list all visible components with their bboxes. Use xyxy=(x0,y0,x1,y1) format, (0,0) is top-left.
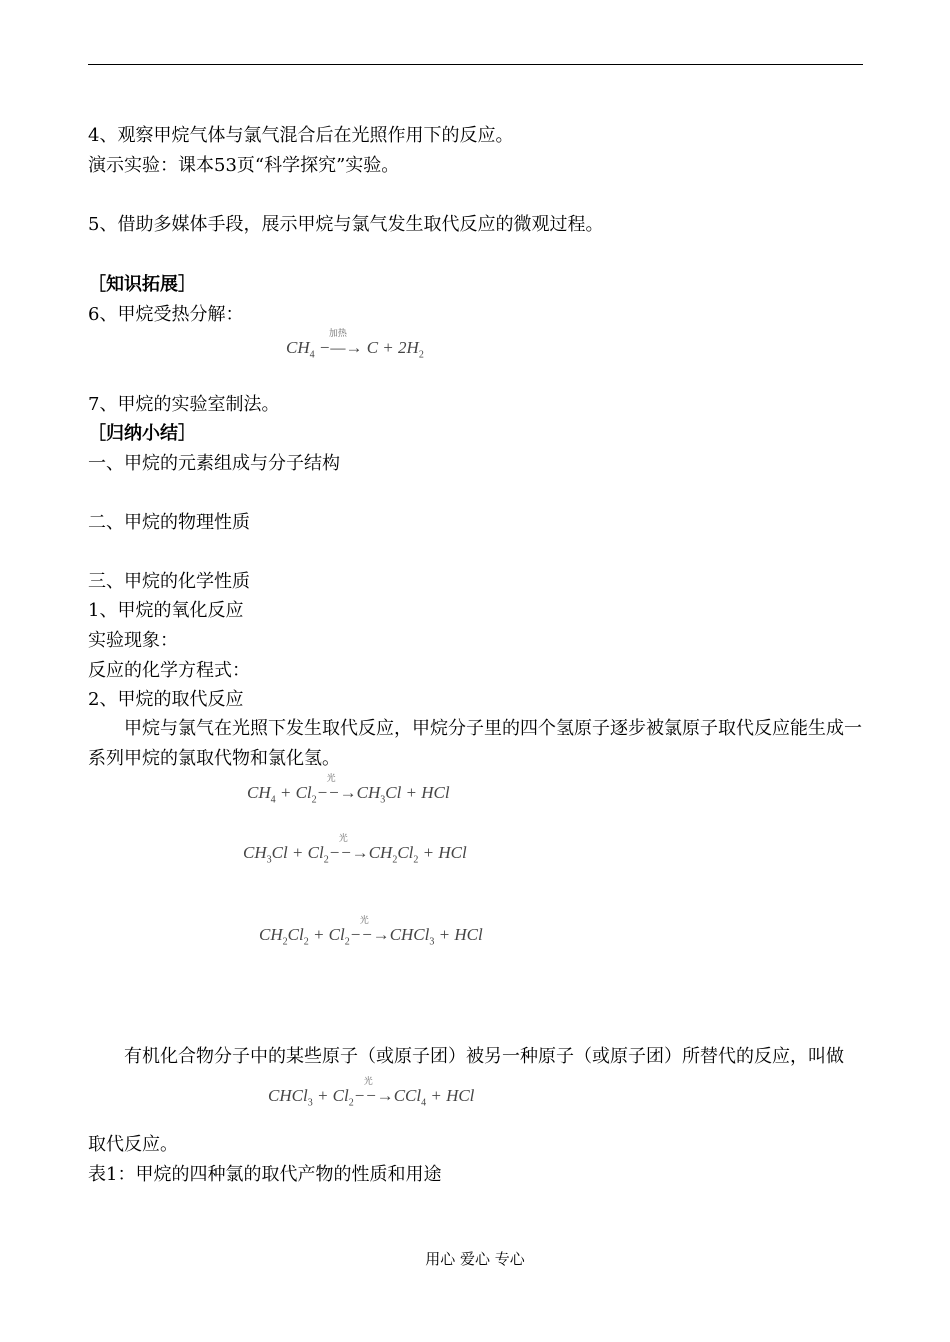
substitution-equation-2: $CH_3Cl + Cl_2$ 光 $--\to CH_2Cl_2$ + HCl xyxy=(243,833,467,866)
substitution-paragraph: 甲烷与氯气在光照下发生取代反应，甲烷分子里的四个氢原子逐步被氯原子取代反应能生成一系列甲烷的氯取代物和氯化氢。 xyxy=(88,718,862,769)
summary-section-2: 二、甲烷的物理性质 xyxy=(88,512,250,533)
item-4: 4、观察甲烷气体与氯气混合后在光照作用下的反应。 xyxy=(88,125,514,146)
summary-section-1: 一、甲烷的元素组成与分子结构 xyxy=(88,453,340,474)
substitution-reaction: 2、甲烷的取代反应 xyxy=(88,689,244,710)
substitution-definition: 有机化合物分子中的某些原子（或原子团）被另一种原子（或原子团）所替代的反应，叫做 xyxy=(124,1046,844,1067)
oxidation-reaction: 1、甲烷的氧化反应 xyxy=(88,600,244,621)
chemical-equation-label: 反应的化学方程式： xyxy=(88,660,250,681)
summary-section-3: 三、甲烷的化学性质 xyxy=(88,571,250,592)
substitution-equation-3: $CH_2Cl_2 + Cl_2$ 光 −−→CHCl$_3$ + HCl xyxy=(259,915,483,948)
item-5: 5、借助多媒体手段，展示甲烷与氯气发生取代反应的微观过程。 xyxy=(88,214,604,235)
knowledge-extension-heading: ［知识拓展］ xyxy=(88,274,196,295)
substitution-equation-4: CHCl$_3$ + $Cl_2$ 光 −−→CCl$_4$ + HCl xyxy=(268,1076,475,1109)
item-7: 7、甲烷的实验室制法。 xyxy=(88,394,280,415)
substitution-definition-end: 取代反应。 xyxy=(88,1134,178,1155)
table-caption: 表1：甲烷的四种氯的取代产物的性质和用途 xyxy=(88,1164,442,1185)
substitution-equation-1: $CH_4 + Cl_2$ 光 $--\to CH_3Cl$ + HCl xyxy=(247,773,450,806)
item-6: 6、甲烷受热分解： xyxy=(88,304,244,325)
experiment-phenomenon: 实验现象： xyxy=(88,630,178,651)
demo-experiment: 演示实验：课本53页“科学探究”实验。 xyxy=(88,155,400,176)
header-rule xyxy=(88,64,863,65)
decomposition-equation: $CH_4$ 加热 −—→ $C + 2H_2$ xyxy=(286,328,424,361)
summary-heading: ［归纳小结］ xyxy=(88,423,196,444)
page-footer: 用心 爱心 专心 xyxy=(425,1250,525,1268)
